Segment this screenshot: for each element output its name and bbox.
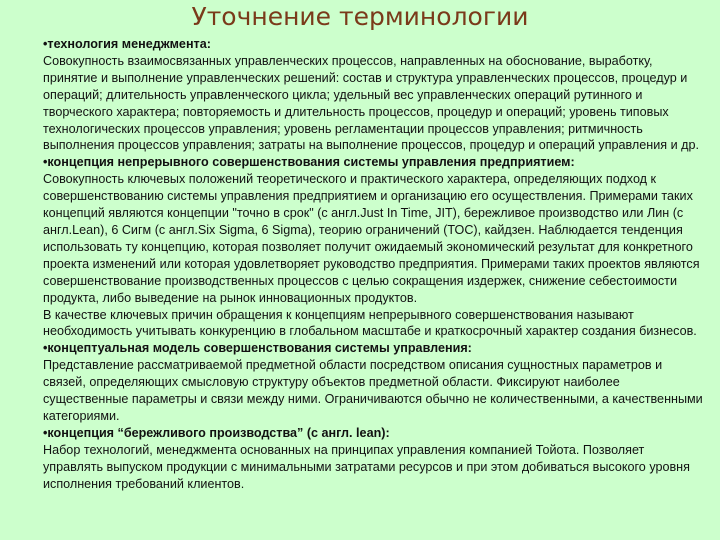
term-definition-continuous-improvement: Совокупность ключевых положений теоретического и практического характера, определяющих подход к совершенствованию системы управления предприятием и организацию его осуществления. Примерами таких концепций являются концепции "точно в срок" (с англ.Just In Time, JIT), бережливое производство или Лин (с англ.Lean), 6 Сигм (с англ.Six Sigma, 6 Sigma), теорию ограничений (ТОС), кайдзен. Наблюдается тенденция использовать ту концепцию, которая позволяет получит ожидаемый экономический результат для конкретного проекта изменений или которая удовлетворяет руководство предприятия. Примерами таких проектов являются совершенствование производственных процессов с целью сокращения издержек, снижение себестоимости продукта, либо выведение на рынок инновационных продуктов. <box>43 172 700 305</box>
term-heading-conceptual-model: •концептуальная модель совершенствования системы управления: <box>43 341 472 356</box>
term-heading-lean: •концепция “бережливого производства” (с англ. lean): <box>43 425 390 440</box>
term-definition-management-technology: Совокупность взаимосвязанных управленческих процессов, направленных на обоснование, выработку, принятие и выполнение управленческих решений: состав и структура управленческих процессов, процедур и операций; длительность управленческого цикла; удельный вес управленческих операций рутинного и творческого характера; повторяемость и длительность процессов, процедур и операций; уровень типовых технологических процессов управления; уровень регламентации процессов управления; ритмичность выполнения процессов управления; затраты на выполнение процессов, процедур и операций управления и др. <box>43 53 699 153</box>
term-definition-continuous-improvement-reasons: В качестве ключевых причин обращения к концепциям непрерывного совершенствования называют необходимость учитывать конкуренцию в глобальном масштабе и краткосрочный характер создания бизнесов. <box>43 307 697 339</box>
term-definition-lean: Набор технологий, менеджмента основанных на принципах управления компанией Тойота. Позволяет управлять выпуском продукции с минимальными затратами ресурсов и при этом добиваться высокого уровня исполнения требований клиентов. <box>43 442 690 491</box>
slide-content <box>43 36 703 492</box>
slide-title: Уточнение терминологии <box>191 2 529 31</box>
term-heading-continuous-improvement: •концепция непрерывного совершенствования системы управления предприятием: <box>43 155 575 170</box>
term-definition-conceptual-model: Представление рассматриваемой предметной области посредством описания сущностных параметров и связей, определяющих смысловую структуру объектов предметной области. Фиксируют наиболее существенные параметры и связи между ними. Ограничиваются обычно не количественными, а качественными категориями. <box>43 358 703 423</box>
term-heading-management-technology: •технология менеджмента: <box>43 37 211 51</box>
